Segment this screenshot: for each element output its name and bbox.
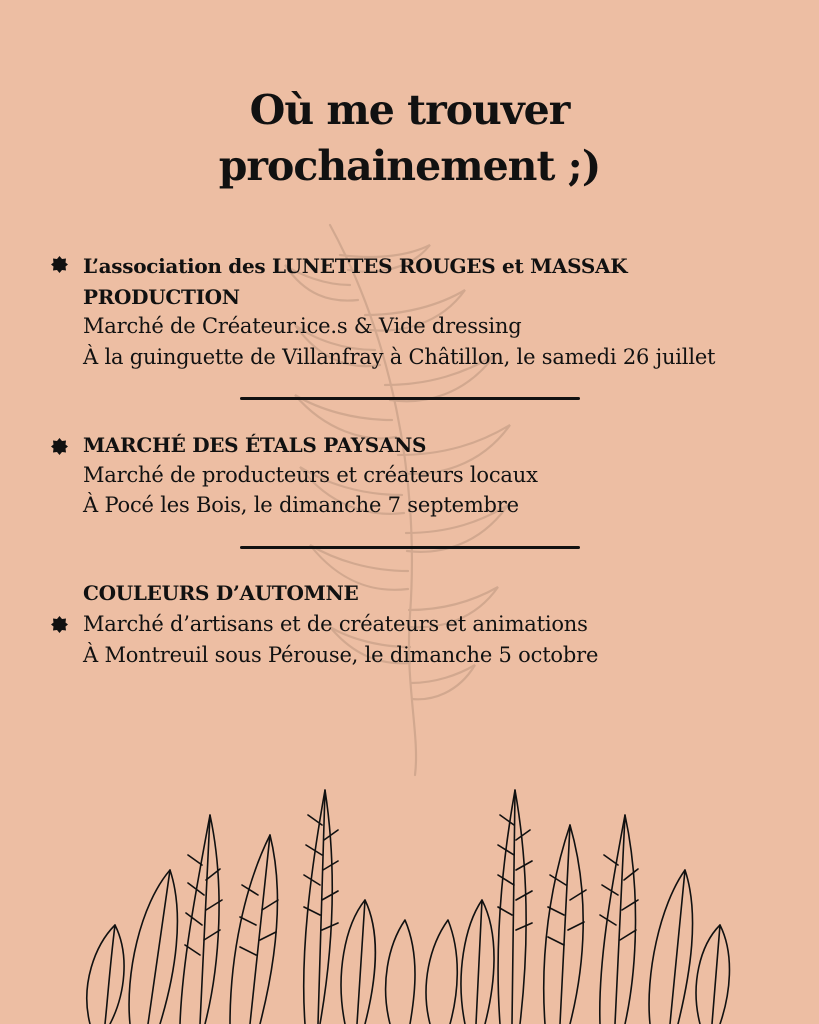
event-2-title: MARCHÉ DES ÉTALS PAYSANS bbox=[83, 433, 427, 457]
event-3-location: À Montreuil sous Pérouse, le dimanche 5 octobre bbox=[83, 643, 599, 667]
bullet-icon bbox=[51, 438, 68, 455]
event-3-detail: Marché d’artisans et de créateurs et animations bbox=[83, 612, 588, 636]
event-1-detail: Marché de Créateur.ice.s & Vide dressing bbox=[83, 314, 522, 338]
event-2-detail: Marché de producteurs et créateurs locaux bbox=[83, 463, 538, 487]
event-1-title-line-1: L’association des LUNETTES ROUGES et MASSAK bbox=[83, 254, 628, 278]
page-title-line-1: Où me trouver bbox=[249, 86, 570, 134]
event-1-location: À la guinguette de Villanfray à Châtillon, le samedi 26 juillet bbox=[83, 345, 716, 369]
event-1-title-line-2: PRODUCTION bbox=[83, 285, 240, 309]
bullet-icon bbox=[51, 616, 68, 633]
page-title-line-2: prochainement ;) bbox=[218, 142, 601, 190]
event-2-location: À Pocé les Bois, le dimanche 7 septembre bbox=[83, 493, 519, 517]
bullet-icon bbox=[51, 256, 68, 273]
divider-2 bbox=[240, 546, 580, 549]
divider-1 bbox=[240, 397, 580, 400]
page-title bbox=[0, 82, 819, 194]
event-3-title: COULEURS D’AUTOMNE bbox=[83, 581, 359, 605]
foliage-decoration-icon bbox=[70, 785, 750, 1024]
event-1-title bbox=[83, 251, 627, 313]
